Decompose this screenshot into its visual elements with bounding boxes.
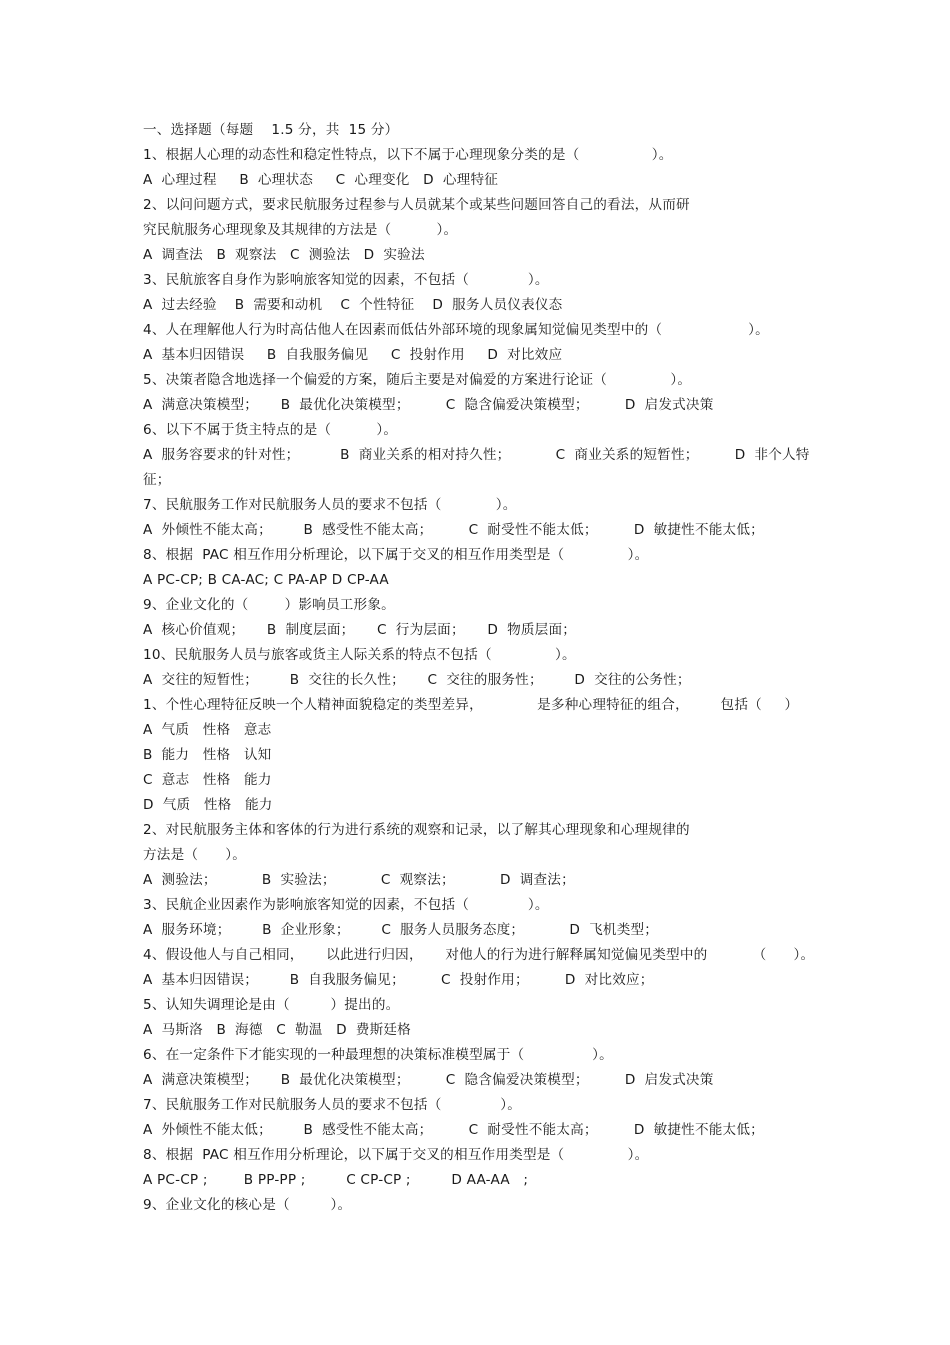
text-line: D 气质 性格 能力 (143, 797, 273, 813)
text-line: A 过去经验 B 需要和动机 C 个性特征 D 服务人员仪表仪态 (143, 297, 563, 313)
exam-document (143, 118, 823, 1218)
text-line: A 心理过程 B 心理状态 C 心理变化 D 心理特征 (143, 172, 499, 188)
text-line: 3、民航旅客自身作为影响旅客知觉的因素，不包括（ ）。 (143, 272, 549, 288)
text-line: A 核心价值观； B 制度层面； C 行为层面； D 物质层面； (143, 622, 577, 638)
text-line: 4、人在理解他人行为时高估他人在因素而低估外部环境的现象属知觉偏见类型中的（ ）。 (143, 322, 769, 338)
text-line: 一、选择题（每题 1.5 分，共 15 分） (143, 122, 399, 138)
text-line: A 马斯洛 B 海德 C 勒温 D 费斯廷格 (143, 1022, 411, 1038)
text-line: B 能力 性格 认知 (143, 747, 272, 763)
text-line: 方法是（ ）。 (143, 847, 247, 863)
text-line: C 意志 性格 能力 (143, 772, 272, 788)
text-line: A 交往的短暂性； B 交往的长久性； C 交往的服务性； D 交往的公务性； (143, 672, 691, 688)
text-line: A 外倾性不能太低； B 感受性不能太高； C 耐受性不能太高； D 敏捷性不能太低； (143, 1122, 764, 1138)
text-line: A 气质 性格 意志 (143, 722, 272, 738)
text-line: 10、民航服务人员与旅客或货主人际关系的特点不包括（ ）。 (143, 647, 576, 663)
text-line: A 调查法 B 观察法 C 测验法 D 实验法 (143, 247, 425, 263)
text-line: A 基本归因错误； B 自我服务偏见； C 投射作用； D 对比效应； (143, 972, 654, 988)
text-line: 1、个性心理特征反映一个人精神面貌稳定的类型差异， 是多种心理特征的组合， 包括（ ） (143, 697, 799, 713)
text-line: 2、以问问题方式，要求民航服务过程参与人员就某个或某些问题回答自己的看法，从而研 (143, 197, 690, 213)
text-line: A 满意决策模型； B 最优化决策模型； C 隐含偏爱决策模型； D 启发式决策 (143, 397, 714, 413)
text-line: 9、企业文化的核心是（ ）。 (143, 1197, 352, 1213)
text-line: 7、民航服务工作对民航服务人员的要求不包括（ ）。 (143, 497, 517, 513)
text-line: 6、以下不属于货主特点的是（ ）。 (143, 422, 398, 438)
text-line: 4、假设他人与自己相同， 以此进行归因， 对他人的行为进行解释属知觉偏见类型中的 （ ）。 (143, 947, 815, 963)
text-line: 2、对民航服务主体和客体的行为进行系统的观察和记录，以了解其心理现象和心理规律的 (143, 822, 690, 838)
text-line: A PC-CP ; B PP-PP ; C CP-CP ; D AA-AA ; (143, 1172, 529, 1188)
text-line: A 外倾性不能太高； B 感受性不能太高； C 耐受性不能太低； D 敏捷性不能太低； (143, 522, 764, 538)
text-line: A 测验法； B 实验法； C 观察法； D 调查法； (143, 872, 575, 888)
text-line: A 服务容要求的针对性； B 商业关系的相对持久性； C 商业关系的短暂性； D 非个人特 (143, 447, 810, 463)
text-line: 究民航服务心理现象及其规律的方法是（ ）。 (143, 222, 458, 238)
text-line: 5、决策者隐含地选择一个偏爱的方案，随后主要是对偏爱的方案进行论证（ ）。 (143, 372, 692, 388)
text-line: A 基本归因错误 B 自我服务偏见 C 投射作用 D 对比效应 (143, 347, 563, 363)
text-line: A PC-CP; B CA-AC; C PA-AP D CP-AA (143, 572, 389, 588)
text-line: 8、根据 PAC 相互作用分析理论，以下属于交叉的相互作用类型是（ ）。 (143, 1147, 649, 1163)
text-line: A 服务环境； B 企业形象； C 服务人员服务态度； D 飞机类型； (143, 922, 659, 938)
text-line: A 满意决策模型； B 最优化决策模型； C 隐含偏爱决策模型； D 启发式决策 (143, 1072, 714, 1088)
text-line: 8、根据 PAC 相互作用分析理论，以下属于交叉的相互作用类型是（ ）。 (143, 547, 649, 563)
text-line: 5、认知失调理论是由（ ）提出的。 (143, 997, 400, 1013)
text-line: 9、企业文化的（ ）影响员工形象。 (143, 597, 395, 613)
text-line: 6、在一定条件下才能实现的一种最理想的决策标准模型属于（ ）。 (143, 1047, 613, 1063)
text-line: 征； (143, 472, 171, 488)
text-line: 3、民航企业因素作为影响旅客知觉的因素，不包括（ ）。 (143, 897, 549, 913)
text-line: 1、根据人心理的动态性和稳定性特点，以下不属于心理现象分类的是（ ）。 (143, 147, 673, 163)
text-line: 7、民航服务工作对民航服务人员的要求不包括（ ）。 (143, 1097, 522, 1113)
